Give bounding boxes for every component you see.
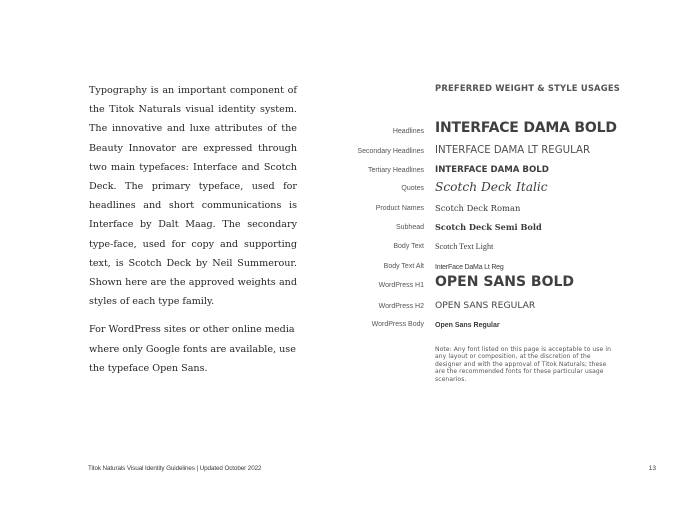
usage-sample: Scotch Text Light [435,242,494,251]
usage-label: Body Text [393,243,424,250]
usage-label: Secondary Headlines [357,148,424,155]
usage-sample: InterFace DaMa Lt Reg [435,264,504,271]
usage-label: Product Names [375,205,424,212]
usage-sample: Scotch Deck Italic [435,180,548,194]
typography-intro [89,81,297,378]
page-footer: Titok Naturals Visual Identity Guidelines | Updated October 2022 [88,465,262,472]
usage-row-quotes [300,173,640,193]
usage-sample: INTERFACE DAMA BOLD [435,165,549,175]
usage-row-body-text [300,231,640,251]
wordpress-paragraph: For WordPress sites or other online media where only Google fonts are available, use the typeface Open Sans. [89,324,296,374]
usage-label: Tertiary Headlines [367,167,424,174]
usage-sample: INTERFACE DAMA BOLD [435,120,617,136]
usage-label: WordPress Body [371,321,424,328]
usage-sample: Scotch Deck Semi Bold [435,222,542,232]
usage-label: Headlines [392,128,424,135]
usage-row-headlines [300,116,640,136]
usage-label: WordPress H2 [378,303,424,310]
usage-row-subhead [300,212,640,232]
usage-sample: INTERFACE DAMA LT REGULAR [435,145,591,156]
usage-label: Quotes [401,185,424,192]
usage-sample: OPEN SANS BOLD [435,274,575,290]
usage-row-product-names [300,193,640,213]
usages-title: PREFERRED WEIGHT & STYLE USAGES [435,83,620,93]
usage-sample: Open Sans Regular [435,322,500,329]
intro-paragraph: Typography is an important component of the Titok Naturals visual identity system. The innovative and luxe attributes of the Beauty Innovator are expressed through two main typefaces: Interface and Scotch Deck. The primary typeface, used for headlines and short communications is Interface by Dalt Maag. The secondary type-face, used for copy and supporting text, is Scotch Deck by Neil Summerour. Shown here are the approved weights and styles of each type family. [89,85,297,308]
usage-label: Body Text Alt [383,263,424,270]
page-number: 13 [648,465,656,472]
usage-row-body-text-alt [300,251,640,271]
usage-label: WordPress H1 [378,282,424,289]
usage-sample: OPEN SANS REGULAR [435,300,536,311]
usage-sample: Scotch Deck Roman [435,203,521,213]
usage-row-tertiary-headlines [300,155,640,175]
usage-row-secondary-headlines [300,136,640,156]
usage-label: Subhead [395,224,424,231]
usage-row-wordpress-body [300,309,640,329]
usage-row-wordpress-h1 [300,270,640,290]
usage-note: Note: Any font listed on this page is acceptable to use in any layout or composition, at the discretion of the designer and with the approval of Titok Naturals; these are the recommended fonts for these particular usage scenarios. [435,346,611,383]
usage-row-wordpress-h2 [300,291,640,311]
